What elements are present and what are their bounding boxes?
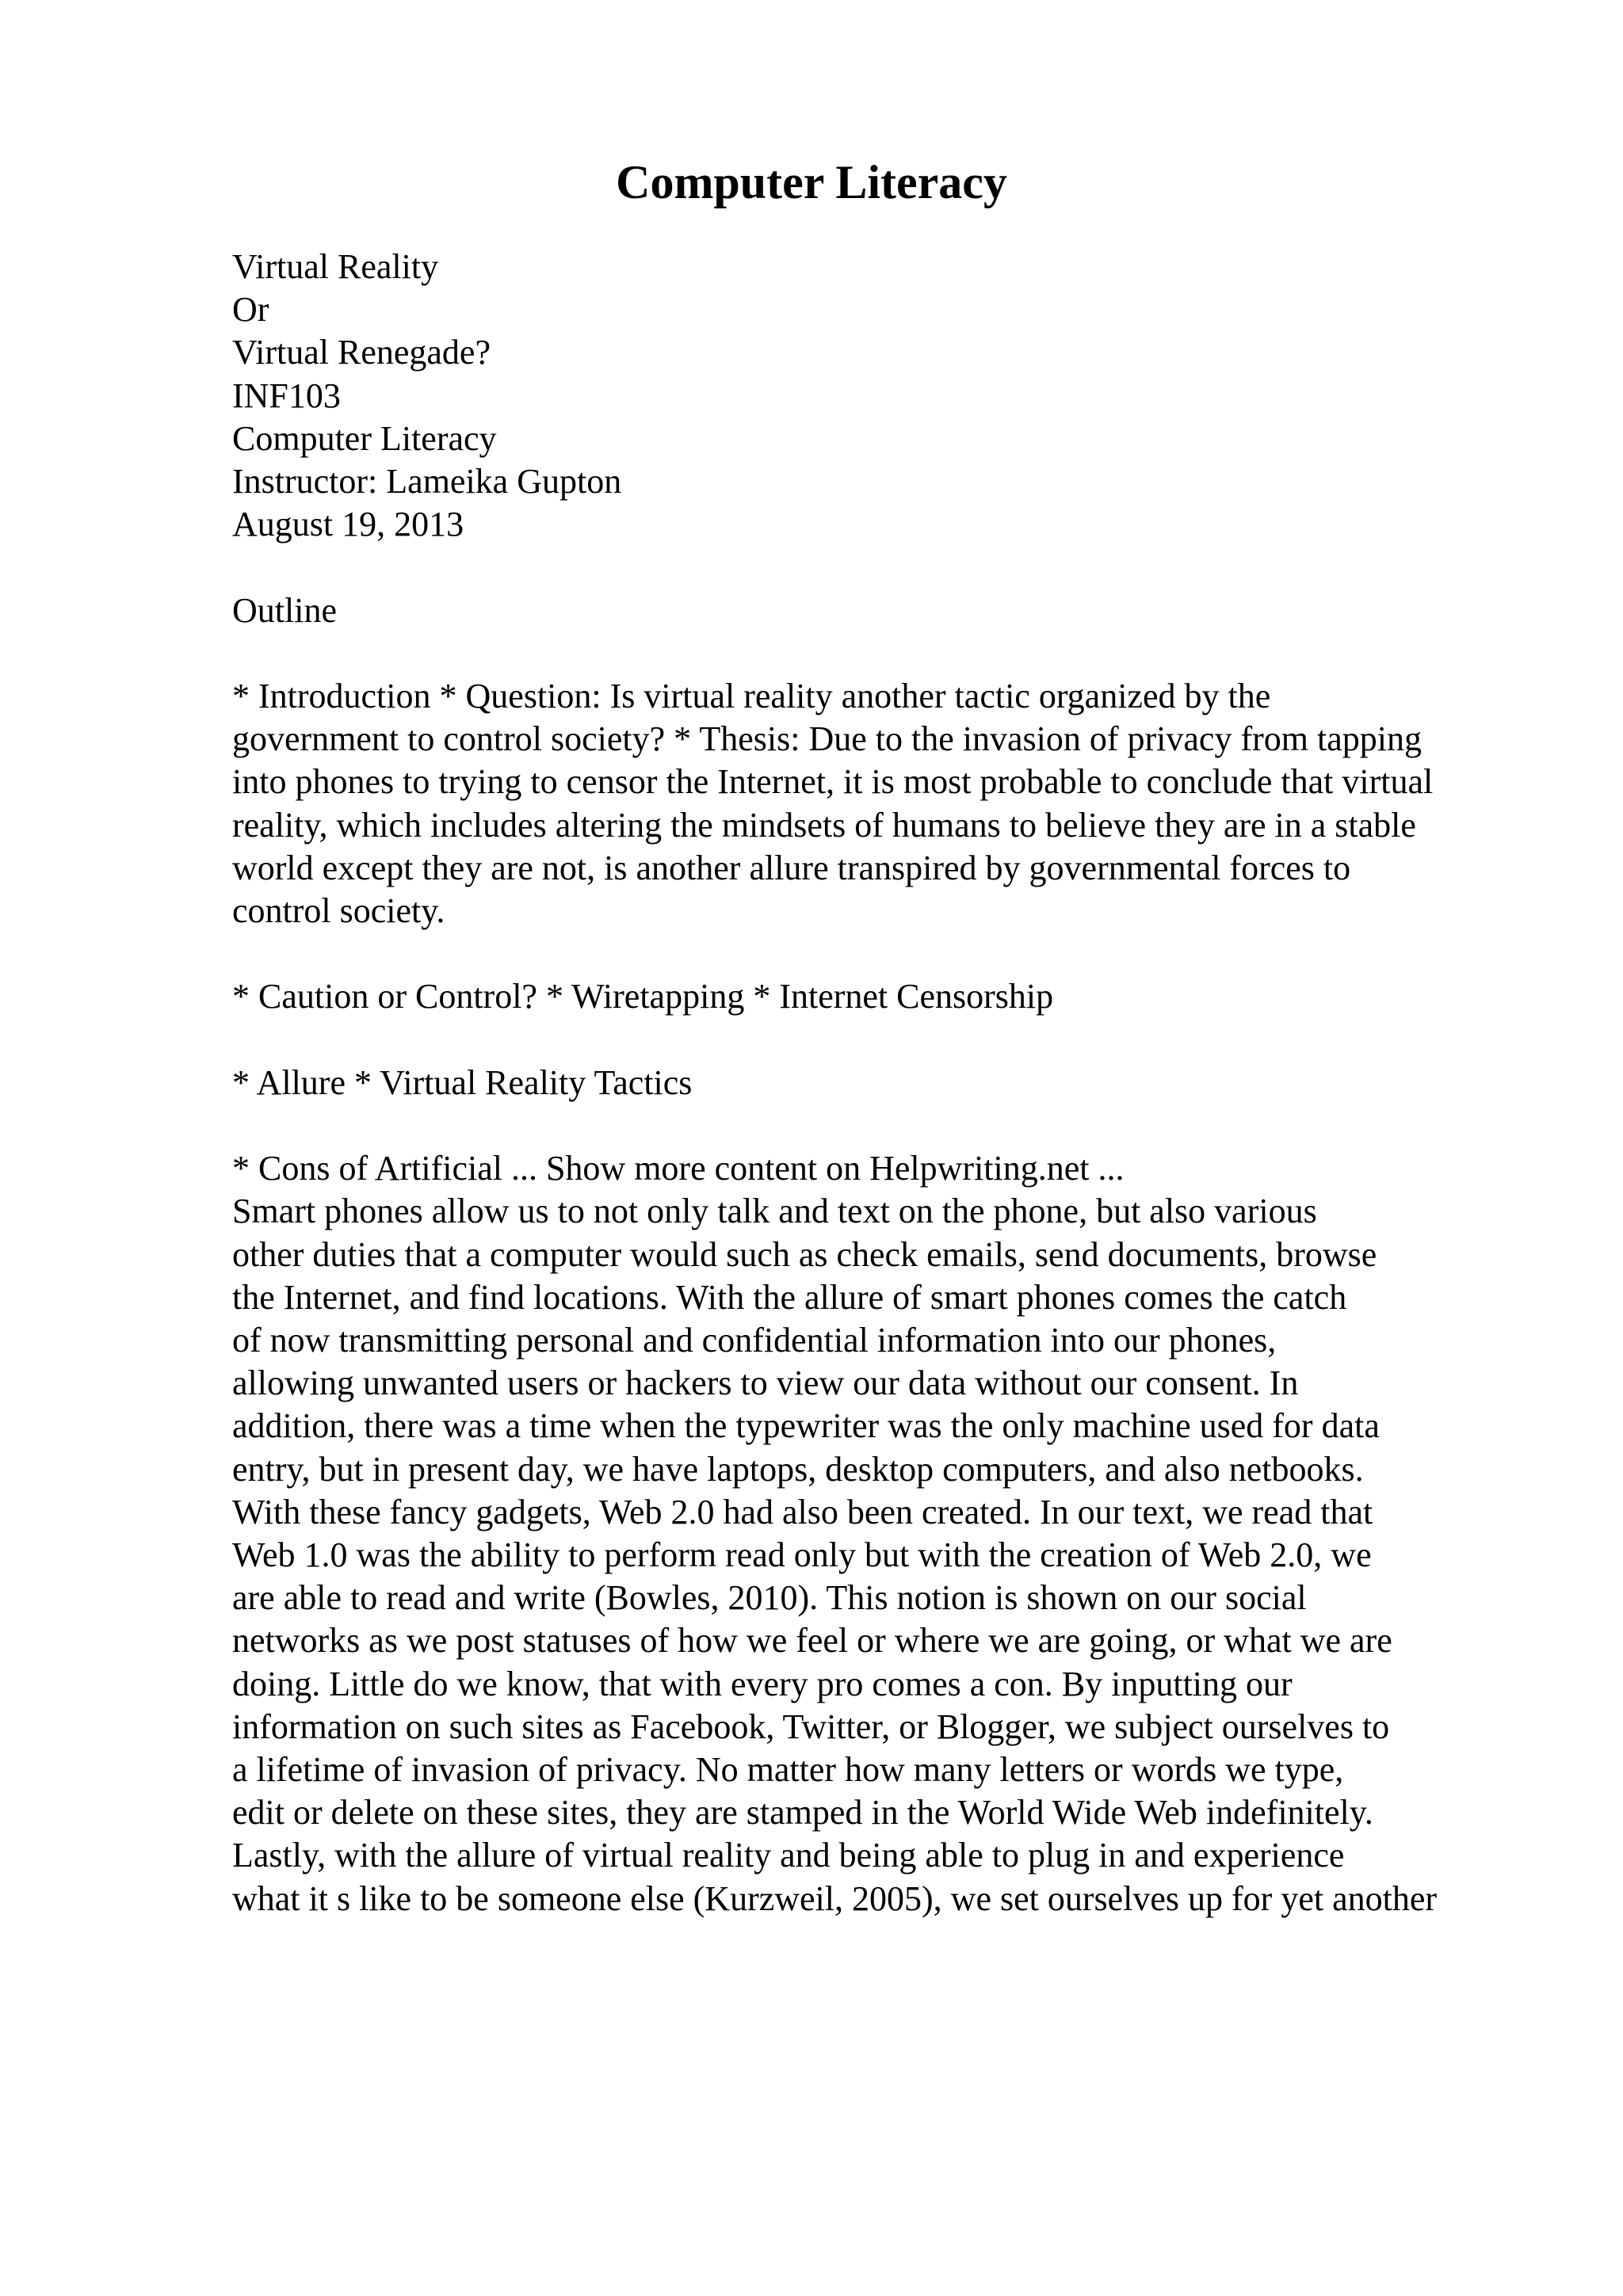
- outline-caution-line: * Caution or Control? * Wiretapping * Internet Censorship: [232, 977, 1054, 1016]
- document-content: [232, 246, 1595, 1920]
- paragraph-line: Lastly, with the allure of virtual reality and being able to plug in and experience: [232, 1836, 1345, 1875]
- paragraph-line: of now transmitting personal and confidential information into our phones,: [232, 1321, 1277, 1360]
- outline-heading-block: [232, 589, 1595, 632]
- header-block: [232, 246, 1595, 546]
- paragraph-line: Smart phones allow us to not only talk and text on the phone, but also various: [232, 1192, 1317, 1231]
- paragraph-line: edit or delete on these sites, they are stamped in the World Wide Web indefinitely.: [232, 1793, 1373, 1833]
- header-line-course-name: Computer Literacy: [232, 418, 497, 458]
- header-line-topic: Virtual Reality: [232, 247, 439, 286]
- outline-intro-paragraph: [232, 675, 1595, 933]
- header-line-subtitle: Virtual Renegade?: [232, 333, 491, 372]
- paragraph-line: world except they are not, is another allure transpired by governmental forces to: [232, 848, 1351, 887]
- paragraph-line: Web 1.0 was the ability to perform read only but with the creation of Web 2.0, we: [232, 1535, 1372, 1575]
- paragraph-line: what it s like to be someone else (Kurzweil, 2005), we set ourselves up for yet another: [232, 1878, 1438, 1918]
- paragraph-line: information on such sites as Facebook, Twitter, or Blogger, we subject ourselves to: [232, 1707, 1390, 1746]
- paragraph-line: doing. Little do we know, that with every pro comes a con. By inputting our: [232, 1664, 1293, 1703]
- paragraph-line: government to control society? * Thesis: Due to the invasion of privacy from tapping: [232, 719, 1422, 759]
- outline-allure-block: [232, 1062, 1595, 1104]
- header-line-or: Or: [232, 290, 269, 330]
- paragraph-line: networks as we post statuses of how we feel or where we are going, or what we are: [232, 1621, 1392, 1661]
- paragraph-line: entry, but in present day, we have laptops, desktop computers, and also netbooks.: [232, 1449, 1364, 1489]
- paragraph-line: a lifetime of invasion of privacy. No matter how many letters or words we type,: [232, 1750, 1344, 1790]
- header-line-instructor: Instructor: Lameika Gupton: [232, 462, 622, 502]
- paragraph-line: * Introduction * Question: Is virtual reality another tactic organized by the: [232, 677, 1271, 715]
- header-line-date: August 19, 2013: [232, 505, 464, 544]
- paragraph-line: other duties that a computer would such as check emails, send documents, browse: [232, 1234, 1377, 1274]
- paragraph-line: addition, there was a time when the typewriter was the only machine used for data: [232, 1406, 1380, 1446]
- header-line-course-code: INF103: [232, 376, 341, 415]
- outline-allure-line: * Allure * Virtual Reality Tactics: [232, 1062, 693, 1102]
- document-title: Computer Literacy: [616, 156, 1007, 208]
- paragraph-line: With these fancy gadgets, Web 2.0 had also been created. In our text, we read that: [232, 1492, 1373, 1531]
- outline-caution-block: [232, 975, 1595, 1018]
- paragraph-line: reality, which includes altering the mindsets of humans to believe they are in a stable: [232, 805, 1416, 845]
- paragraph-line: allowing unwanted users or hackers to view our data without our consent. In: [232, 1363, 1299, 1403]
- paragraph-line: control society.: [232, 891, 445, 931]
- paragraph-line: into phones to trying to censor the Internet, it is most probable to conclude that virtual: [232, 762, 1434, 802]
- outline-cons-line: * Cons of Artificial ... Show more content on Helpwriting.net ...: [232, 1149, 1125, 1188]
- paragraph-line: are able to read and write (Bowles, 2010). This notion is shown on our social: [232, 1578, 1307, 1618]
- outline-heading: Outline: [232, 590, 337, 630]
- body-paragraph: [232, 1147, 1595, 1920]
- paragraph-line: the Internet, and find locations. With the allure of smart phones comes the catch: [232, 1277, 1347, 1317]
